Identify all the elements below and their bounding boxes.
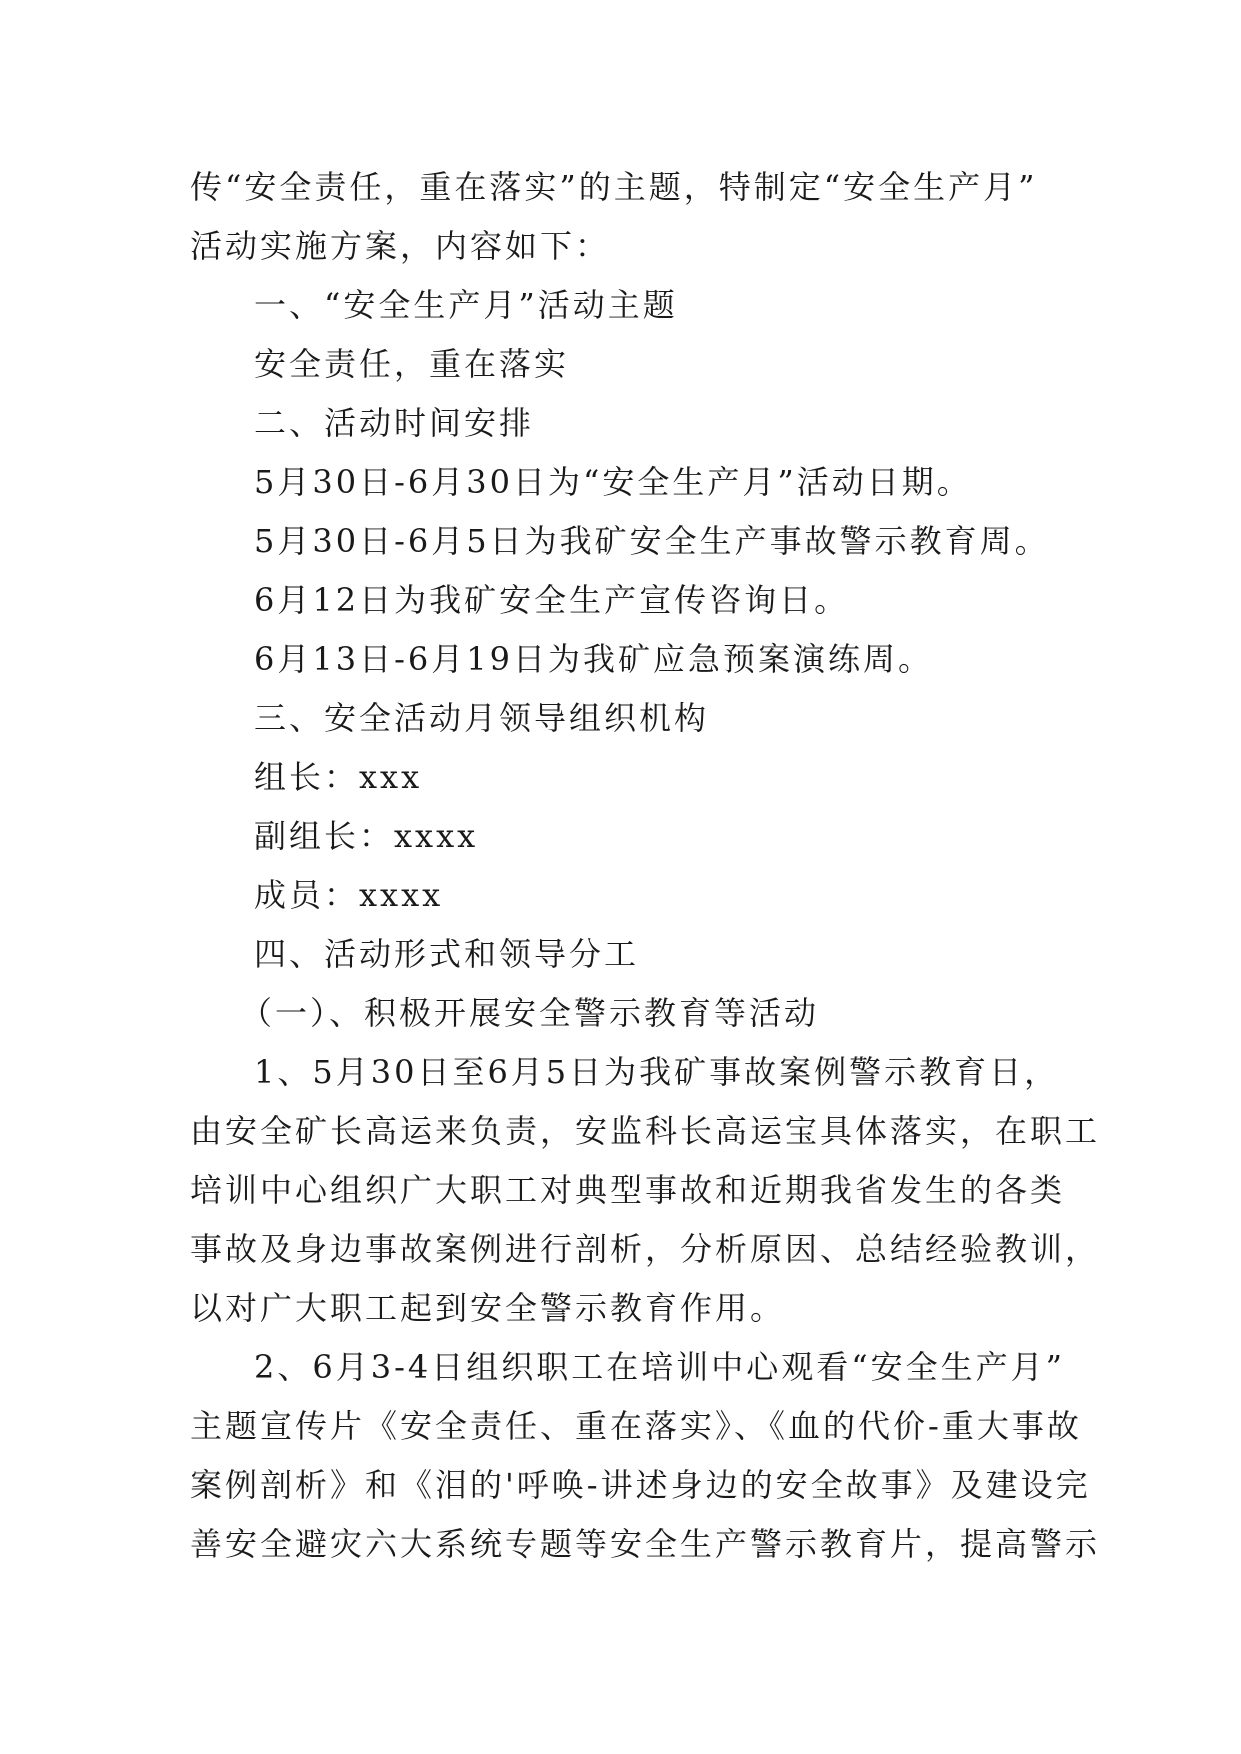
text-line: 6月12日为我矿安全生产宣传咨询日。 bbox=[254, 581, 850, 619]
text-line: 6月13日-6月19日为我矿应急预案演练周。 bbox=[254, 640, 933, 678]
text-line: 2、6月3-4日组织职工在培训中心观看“安全生产月” bbox=[254, 1348, 1065, 1386]
text-line: 培训中心组织广大职工对典型事故和近期我省发生的各类 bbox=[190, 1171, 1066, 1209]
document-body bbox=[190, 158, 1101, 1574]
text-line: 传“安全责任，重在落实”的主题，特制定“安全生产月” bbox=[190, 168, 1038, 206]
text-line: 安全责任，重在落实 bbox=[254, 345, 570, 383]
text-line: 主题宣传片《安全责任、重在落实》、《血的代价-重大事故 bbox=[190, 1407, 1082, 1445]
text-line: 以对广大职工起到安全警示教育作用。 bbox=[190, 1289, 786, 1327]
text-line: 5月30日-6月5日为我矿安全生产事故警示教育周。 bbox=[254, 522, 1050, 560]
section-heading-4: 四、活动形式和领导分工 bbox=[254, 935, 640, 973]
text-line: 成员：xxxx bbox=[254, 876, 444, 914]
text-line: 事故及身边事故案例进行剖析，分析原因、总结经验教训， bbox=[190, 1230, 1101, 1268]
text-line: 5月30日-6月30日为“安全生产月”活动日期。 bbox=[254, 463, 972, 501]
text-line: 由安全矿长高运来负责，安监科长高运宝具体落实，在职工 bbox=[190, 1112, 1101, 1150]
text-line: 案例剖析》和《泪的'呼唤-讲述身边的安全故事》及建设完 bbox=[190, 1466, 1091, 1504]
text-line: 副组长：xxxx bbox=[254, 817, 479, 855]
text-line: 组长：xxx bbox=[254, 758, 423, 796]
subsection-heading: （一）、积极开展安全警示教育等活动 bbox=[240, 994, 820, 1032]
section-heading-1: 一、“安全生产月”活动主题 bbox=[254, 286, 678, 324]
text-line: 活动实施方案，内容如下： bbox=[190, 227, 611, 265]
section-heading-3: 三、安全活动月领导组织机构 bbox=[254, 699, 710, 737]
text-line: 1、5月30日至6月5日为我矿事故案例警示教育日， bbox=[254, 1053, 1060, 1091]
section-heading-2: 二、活动时间安排 bbox=[254, 404, 535, 442]
text-line: 善安全避灾六大系统专题等安全生产警示教育片，提高警示 bbox=[190, 1525, 1101, 1563]
